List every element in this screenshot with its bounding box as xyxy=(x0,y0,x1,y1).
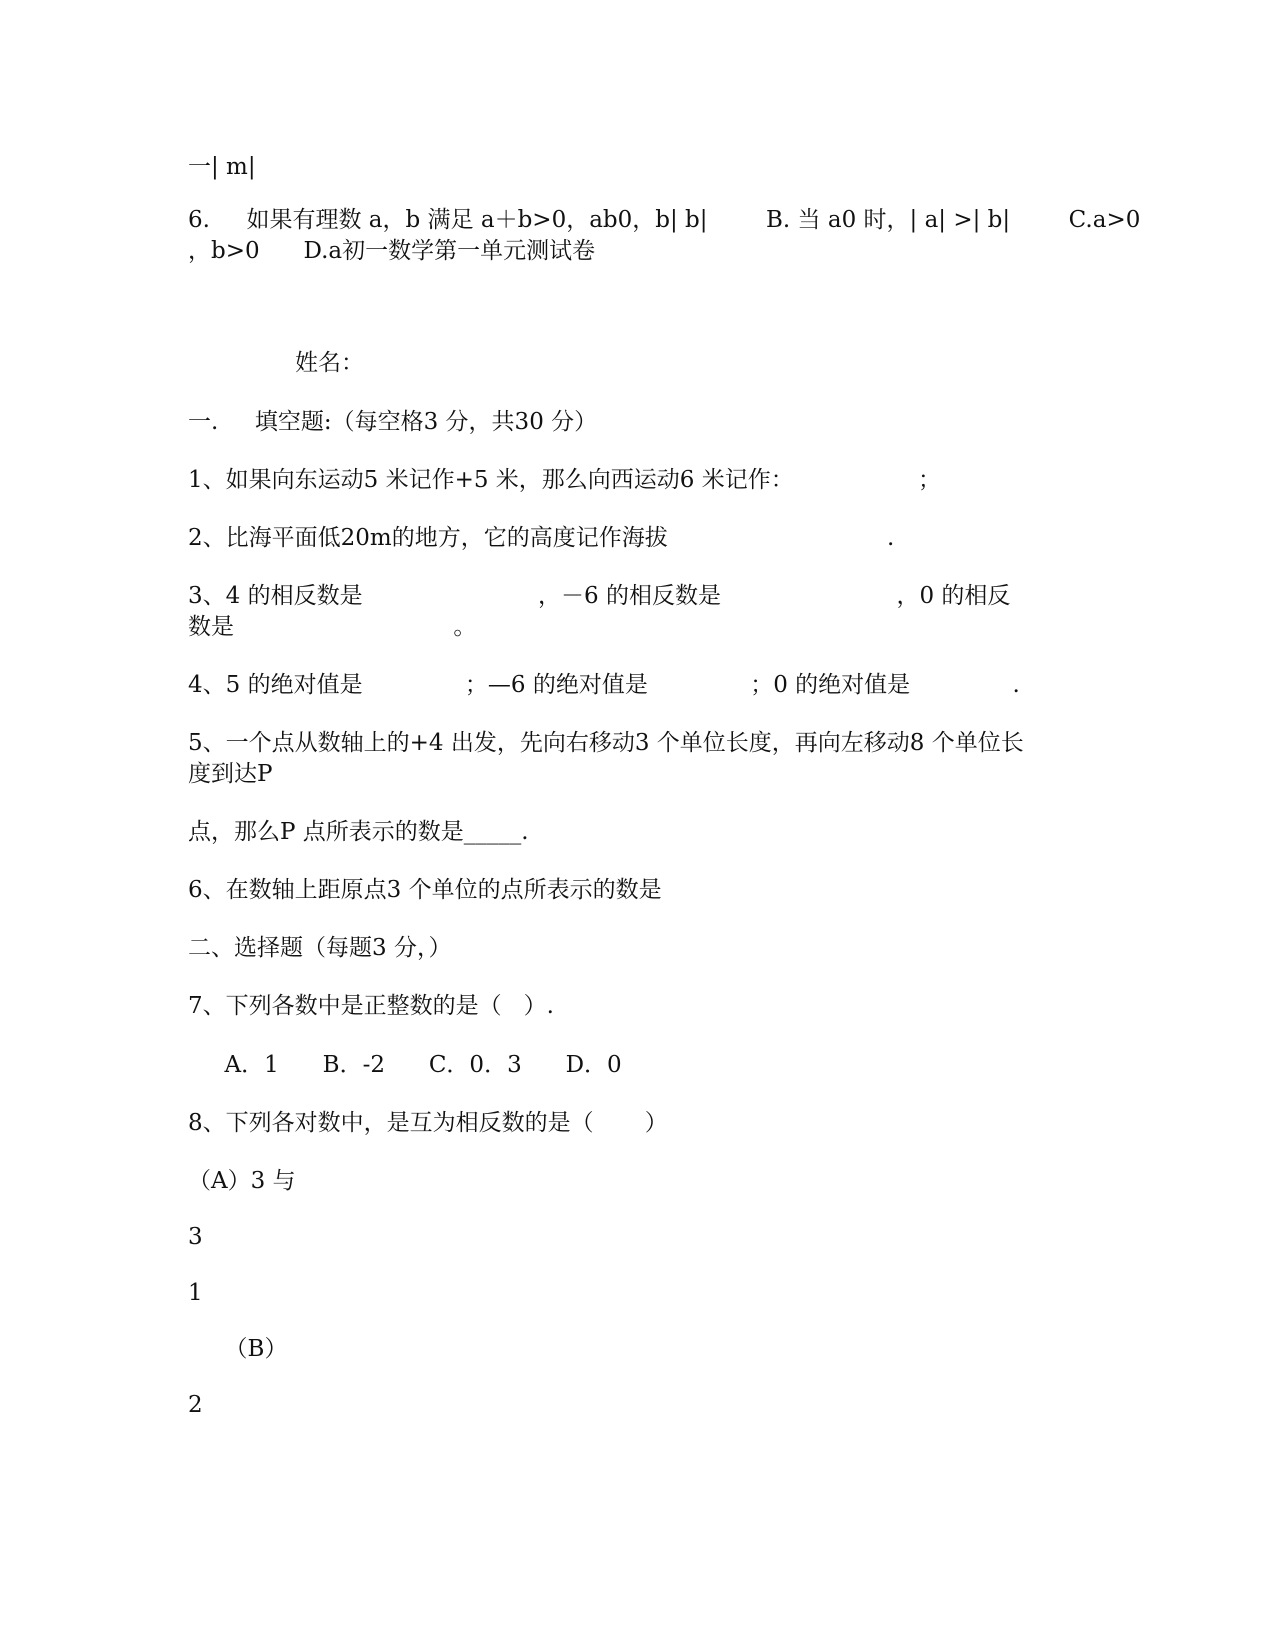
question-8-option-b: （B） xyxy=(188,1336,288,1362)
question-7-options: A．1 B．-2 C．0．3 D．0 xyxy=(188,1052,622,1078)
question-3-line-1: 3、4 的相反数是 ，－6 的相反数是 ，0 的相反 xyxy=(188,583,1011,609)
question-8: 8、下列各对数中，是互为相反数的是（ ） xyxy=(188,1110,668,1136)
question-3-line-2: 数是 。 xyxy=(188,614,477,640)
text-line-23: 2 xyxy=(188,1392,203,1418)
text-line-1: 一| m| xyxy=(188,154,256,180)
section-heading-choice: 二、选择题（每题3 分，） xyxy=(188,935,452,961)
text-line-21: 1 xyxy=(188,1280,203,1306)
question-5-line-2: 度到达P xyxy=(188,761,273,787)
question-7: 7、下列各数中是正整数的是（ ）. xyxy=(188,993,554,1019)
question-5-line-1: 5、一个点从数轴上的+4 出发，先向右移动3 个单位长度，再向左移动8 个单位长 xyxy=(188,730,1024,756)
question-1: 1、如果向东运动5 米记作+5 米，那么向西运动6 米记作： ； xyxy=(188,467,942,493)
text-line-3: ，b>0 D.a初一数学第一单元测试卷 xyxy=(188,238,596,264)
question-2: 2、比海平面低20m的地方，它的高度记作海拔 . xyxy=(188,525,895,551)
question-6: 6、在数轴上距原点3 个单位的点所表示的数是 xyxy=(188,877,662,903)
text-line-20: 3 xyxy=(188,1224,203,1250)
name-label: 姓名： xyxy=(295,350,364,376)
text-line-2: 6. 如果有理数 a，b 满足 a＋b>0，ab0，b| b| B. 当 a0 时，| a| >| b| C.a>0 xyxy=(188,207,1141,233)
question-8-option-a: （A）3 与 xyxy=(188,1168,296,1194)
question-4: 4、5 的绝对值是 ；—6 的绝对值是 ；0 的绝对值是 . xyxy=(188,672,1020,698)
question-5-line-3: 点，那么P 点所表示的数是_____. xyxy=(188,819,529,845)
section-heading-fill-in: 一. 填空题:（每空格3 分，共30 分） xyxy=(188,409,598,435)
